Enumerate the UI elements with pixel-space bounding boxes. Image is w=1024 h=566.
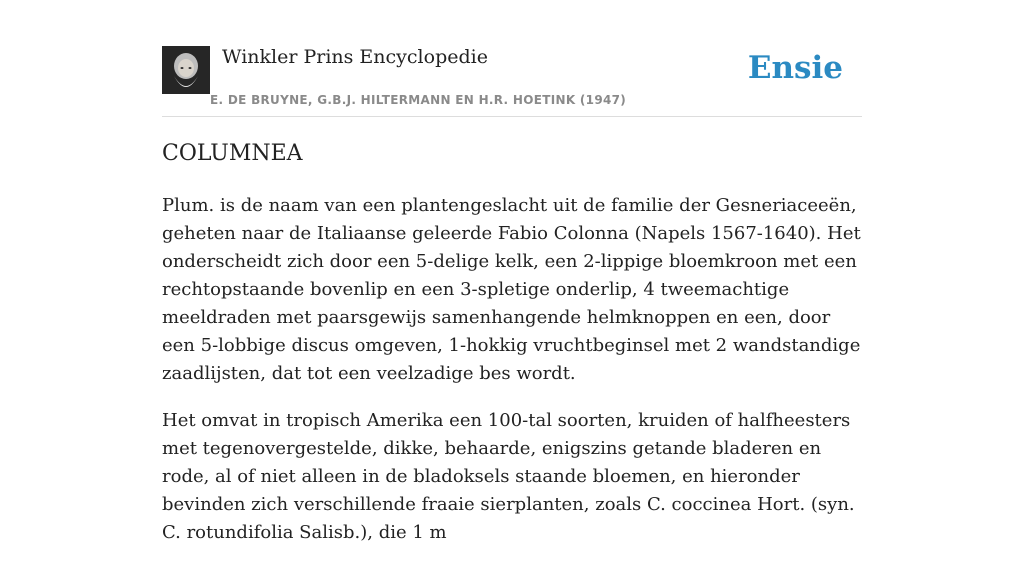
source-header	[162, 46, 862, 117]
body-paragraph: Plum. is de naam van een plantengeslacht uit de familie der Gesneriaceeën, geheten naar de Italiaanse geleerde Fabio Colonna (Napels 1567-1640). Het onderscheidt zich door een 5-delige kelk, een 2-lippige bloemkroon met een rechtopstaande bovenlip en een 3-spletige onderlip, 4 tweemachtige meeldraden met paarsgewijs samenhangende helmknoppen en een, door een 5-lobbige discus omgeven, 1-hokkig vruchtbeginsel met 2 wandstandige zaadlijsten, dat tot een veelzadige bes wordt.	[162, 195, 861, 384]
body-paragraph: Het omvat in tropisch Amerika een 100-tal soorten, kruiden of halfheesters met tegenovergestelde, dikke, behaarde, enigszins getande bladeren en rode, al of niet alleen in de bladoksels staande bloemen, en hieronder bevinden zich verschillende fraaie sierplanten, zoals C. coccinea Hort. (syn. C. rotundifolia Salisb.), die 1 m	[162, 410, 855, 543]
author-avatar	[162, 46, 210, 94]
brand-logo[interactable]: Ensie	[747, 50, 843, 86]
source-authors: E. DE BRUYNE, G.B.J. HILTERMANN EN H.R. HOETINK (1947)	[210, 93, 627, 107]
entry-title: COLUMNEA	[162, 141, 303, 166]
entry-body	[162, 192, 867, 566]
source-title[interactable]: Winkler Prins Encyclopedie	[222, 46, 488, 68]
